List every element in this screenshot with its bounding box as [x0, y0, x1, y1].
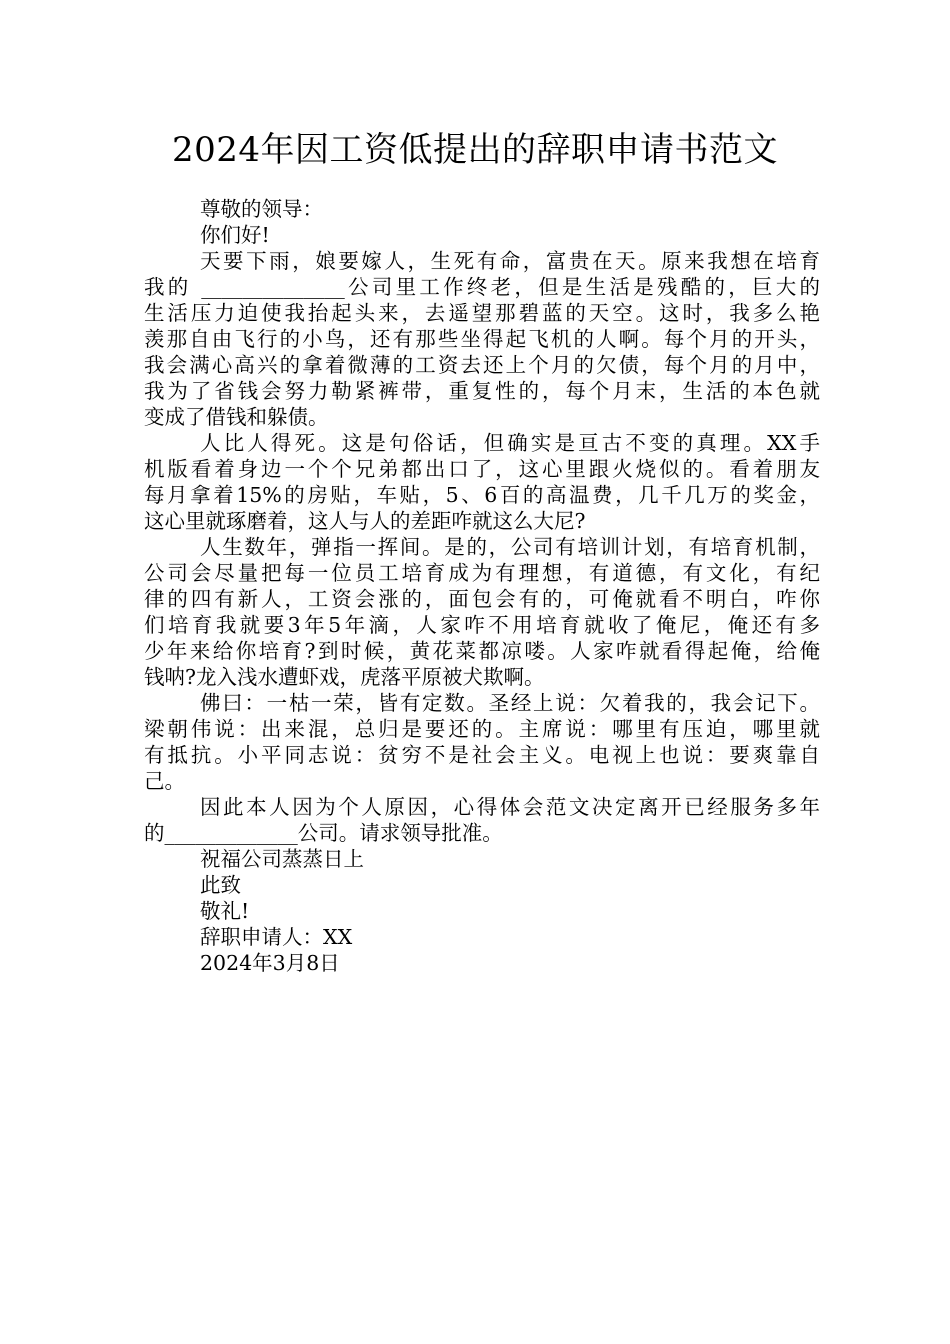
document-line: 我会满心高兴的拿着微薄的工资去还上个月的欠债，每个月的月中， — [144, 353, 820, 377]
document-body — [144, 196, 820, 976]
document-line: 2024年3月8日 — [200, 951, 340, 975]
document-line: 因此本人因为个人原因，心得体会范文决定离开已经服务多年 — [200, 795, 820, 819]
document-line: 我为了省钱会努力勒紧裤带，重复性的，每个月末，生活的本色就 — [144, 379, 820, 403]
document-line: 天要下雨，娘要嫁人，生死有命，富贵在天。原来我想在培育 — [200, 249, 820, 273]
document-line: 生活压力迫使我抬起头来，去遥望那碧蓝的天空。这时，我多么艳 — [144, 301, 820, 325]
document-line: 的_____________公司。请求领导批准。 — [144, 821, 503, 845]
document-line: 律的四有新人，工资会涨的，面包会有的，可俺就看不明白，咋你 — [144, 587, 820, 611]
document-line: 少年来给你培育?到时候，黄花菜都凉喽。人家咋就看得起俺，给俺 — [144, 639, 820, 663]
document-line: 人生数年，弹指一挥间。是的，公司有培训计划，有培育机制， — [200, 535, 820, 559]
document-line: 佛曰：一枯一荣，皆有定数。圣经上说：欠着我的，我会记下。 — [200, 691, 820, 715]
document-line: 辞职申请人：XX — [200, 925, 353, 949]
document-line: 梁朝伟说：出来混，总归是要还的。主席说：哪里有压迫，哪里就 — [144, 717, 820, 741]
document-line: 羡那自由飞行的小鸟，还有那些坐得起飞机的人啊。每个月的开头， — [144, 327, 820, 351]
document-line: 变成了借钱和躲债。 — [144, 405, 329, 429]
document-line: 有抵抗。小平同志说：贫穷不是社会主义。电视上也说：要爽靠自 — [144, 743, 820, 767]
document-line: 们培育我就要3年5年滴，人家咋不用培育就收了俺尼，俺还有多 — [144, 613, 820, 637]
document-line: 敬礼! — [200, 899, 250, 923]
document-line: 这心里就琢磨着，这人与人的差距咋就这么大尼? — [144, 509, 586, 533]
document-line: 每月拿着15%的房贴，车贴，5、6百的高温费，几千几万的奖金， — [144, 483, 820, 507]
document-line: 此致 — [200, 873, 241, 897]
document-line: 你们好! — [200, 223, 270, 247]
document-line: 钱呐?龙入浅水遭虾戏，虎落平原被犬欺啊。 — [144, 665, 545, 689]
document-line: 尊敬的领导： — [200, 197, 323, 221]
document-line: 人比人得死。这是句俗话，但确实是亘古不变的真理。XX手 — [200, 431, 820, 455]
document-title: 2024年因工资低提出的辞职申请书范文 — [171, 130, 779, 170]
document-line: 机版看着身边一个个兄弟都出口了，这心里跟火烧似的。看着朋友 — [144, 457, 820, 481]
document-line: 己。 — [144, 769, 185, 793]
document-line: 祝福公司蒸蒸日上 — [200, 847, 364, 871]
document-line: 我的 ______________公司里工作终老，但是生活是残酷的，巨大的 — [144, 275, 820, 299]
document-line: 公司会尽量把每一位员工培育成为有理想，有道德，有文化，有纪 — [144, 561, 820, 585]
